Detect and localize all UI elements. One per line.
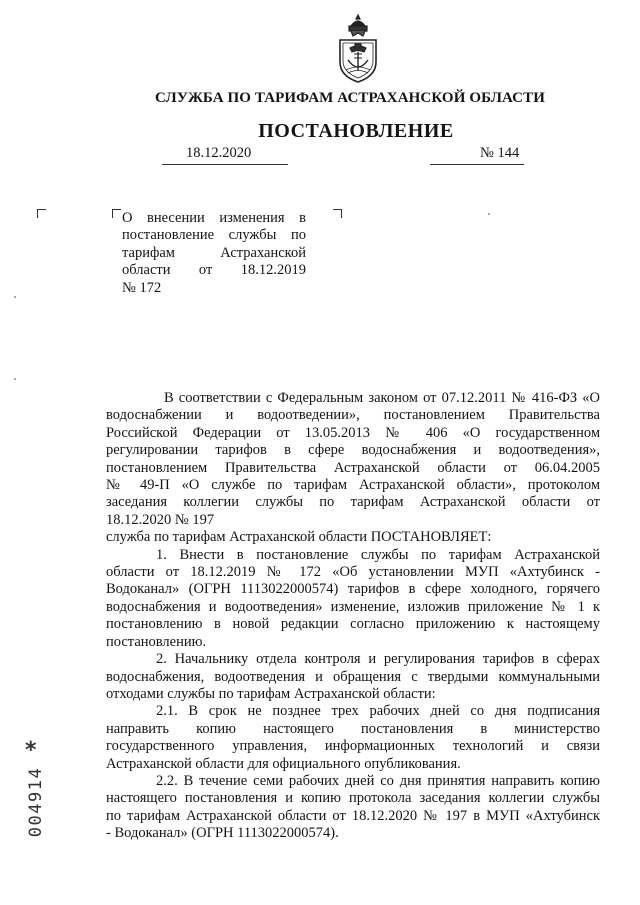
body-line: заседания коллегии службы по тарифам Астраханской области от: [106, 494, 600, 511]
organization-name: СЛУЖБА ПО ТАРИФАМ АСТРАХАНСКОЙ ОБЛАСТИ: [155, 90, 545, 106]
side-stamp-code-text: 004914: [26, 766, 46, 838]
corner-mark-left: [37, 209, 46, 218]
document-number: № 144: [480, 145, 520, 161]
document-body: [106, 390, 600, 843]
scan-speck: [14, 296, 16, 298]
body-line: постановлению в новой редакции согласно приложению к настоящему: [106, 616, 600, 633]
body-line: 2.2. В течение семи рабочих дней со дня принятия направить копию: [156, 772, 600, 789]
scan-speck: [488, 213, 490, 215]
subject-line: № 172: [122, 279, 162, 296]
body-line: Астраханской области для официального опубликования.: [106, 755, 461, 772]
body-line: Российской Федерации от 13.05.2013 № 406 «О государственном: [106, 424, 600, 441]
body-line: области от 18.12.2019 № 172 «Об установлении МУП «Ахтубинск -: [106, 564, 600, 581]
subject-line: постановление службы по: [122, 227, 306, 244]
body-line: направить копию настоящего постановления в министерство: [106, 720, 600, 737]
body-line: 1. Внести в постановление службы по тарифам Астраханской: [156, 546, 600, 563]
side-stamp-code: [24, 752, 48, 852]
document-date: 18.12.2020: [186, 145, 252, 161]
subject-block: [122, 210, 306, 297]
coat-of-arms-emblem: [334, 14, 382, 84]
body-line: постановлению.: [106, 633, 207, 650]
body-line: В соответствии с Федеральным законом от 07.12.2011 № 416-ФЗ «О: [164, 390, 600, 406]
body-line: - Водоканал» (ОГРН 1113022000574).: [106, 825, 339, 842]
date-underline: [162, 164, 288, 165]
body-line: 2.1. В срок не позднее трех рабочих дней со дня подписания: [156, 703, 600, 720]
document-type-title: ПОСТАНОВЛЕНИЕ: [258, 120, 454, 142]
body-line: водоснабжения, водоотведения и обращения с твердыми коммунальными: [106, 668, 600, 685]
scan-speck: [14, 378, 16, 380]
subject-line: области от 18.12.2019: [122, 262, 306, 279]
body-line: постановлением Правительства Астраханской области от 06.04.2005: [106, 459, 600, 476]
body-line: государственного управления, информационных технологий и связи: [106, 738, 600, 755]
body-line: по тарифам Астраханской области от 18.12.2020 № 197 в МУП «Ахтубинск: [106, 807, 600, 824]
subject-line: тарифам Астраханской: [122, 244, 306, 261]
body-line: служба по тарифам Астраханской области ПОСТАНОВЛЯЕТ:: [106, 529, 492, 546]
body-line: регулировании тарифов в сфере водоснабжения и водоотведения»,: [106, 442, 600, 459]
body-line: Водоканал» (ОГРН 1113022000574) тарифов в сфере холодного, горячего: [106, 581, 600, 598]
body-line: отходами службы по тарифам Астраханской области:: [106, 685, 436, 702]
body-line: 2. Начальнику отдела контроля и регулирования тарифов в сферах: [156, 651, 600, 668]
body-line: 18.12.2020 № 197: [106, 511, 215, 528]
subject-line: О внесении изменения в: [122, 210, 306, 226]
corner-mark-subject-right: [333, 209, 342, 218]
number-underline: [430, 164, 524, 165]
body-line: настоящего постановления и копию протокола заседания коллегии службы: [106, 790, 600, 807]
corner-mark-subject-left: [112, 209, 121, 218]
side-stamp-mark: *: [25, 738, 37, 763]
body-line: водоснабжения и водоотведения» изменение, изложив приложение № 1 к: [106, 598, 600, 615]
body-line: № 49-П «О службе по тарифам Астраханской области», протоколом: [106, 477, 600, 494]
body-line: водоснабжении и водоотведении», постановлением Правительства: [106, 407, 600, 424]
